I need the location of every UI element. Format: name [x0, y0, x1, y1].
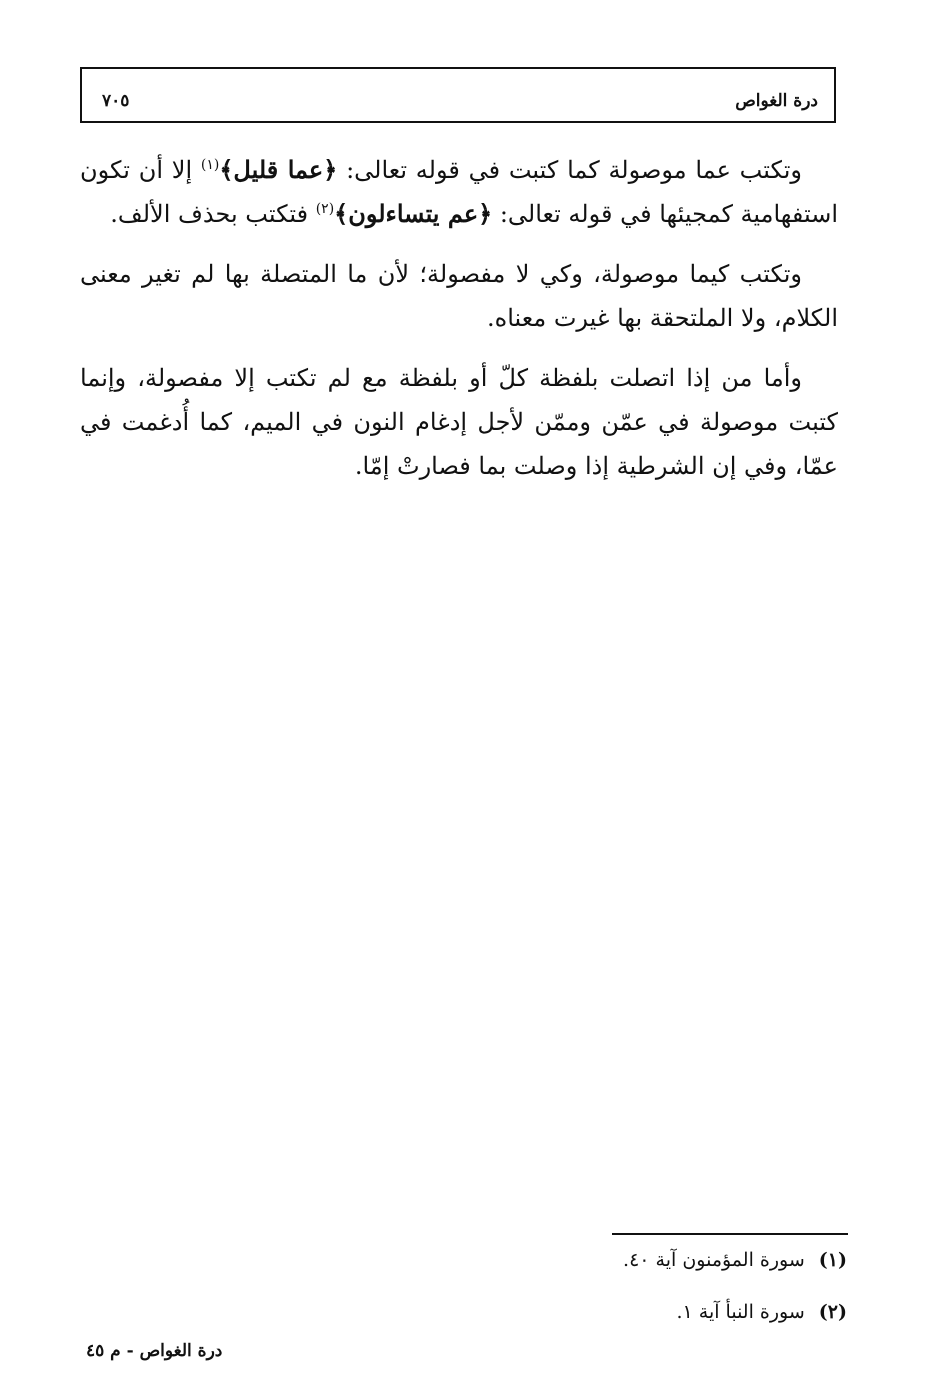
footnote-1-number: (١): [818, 1249, 847, 1271]
footnote-ref-1: (١): [200, 157, 220, 173]
footnote-1-text: سورة المؤمنون آية ٤٠.: [623, 1249, 805, 1271]
footnote-1: [623, 1245, 847, 1275]
quran-quote-1: ﴿عما قليل﴾: [219, 155, 338, 184]
paragraph-2: [80, 252, 838, 340]
paragraph-1: [80, 148, 838, 236]
paragraph-1-text-middle: إلا أن تكون استفهامية كمجيئها في قوله تعالى:: [80, 156, 838, 228]
footnote-divider: [612, 1233, 848, 1235]
paragraph-1-text-start: وتكتب عما موصولة كما كتبت في قوله تعالى:: [337, 156, 803, 184]
paragraph-2-text: وتكتب كيما موصولة، وكي لا مفصولة؛ لأن ما المتصلة بها لم تغير معنى الكلام، ولا الملتحقة بها غيرت معناه.: [80, 260, 838, 332]
footnotes: [623, 1245, 847, 1349]
page-number: ٧٠٥: [102, 91, 130, 111]
footnote-2-number: (٢): [818, 1301, 847, 1323]
body-text: [80, 148, 838, 504]
printer-signature: درة الغواص - م ٤٥: [86, 1341, 223, 1361]
footnote-ref-2: (٢): [315, 201, 335, 217]
footnote-2-text: سورة النبأ آية ١.: [676, 1301, 805, 1323]
running-header: [80, 67, 836, 123]
paragraph-1-text-end: فتكتب بحذف الألف.: [110, 200, 316, 228]
header-title: درة الغواص: [735, 91, 818, 111]
paragraph-3: [80, 356, 838, 488]
footnote-2: [623, 1297, 847, 1327]
quran-quote-2: ﴿عم يتساءلون﴾: [334, 199, 493, 228]
paragraph-3-text: وأما من إذا اتصلت بلفظة كلّ أو بلفظة مع لم تكتب إلا مفصولة، وإنما كتبت موصولة في عمّن وممّن لأجل إدغام النون في الميم، كما أُدغمت في عمّا، وفي إن الشرطية إذا وصلت بما فصارتْ إمّا.: [80, 364, 838, 480]
